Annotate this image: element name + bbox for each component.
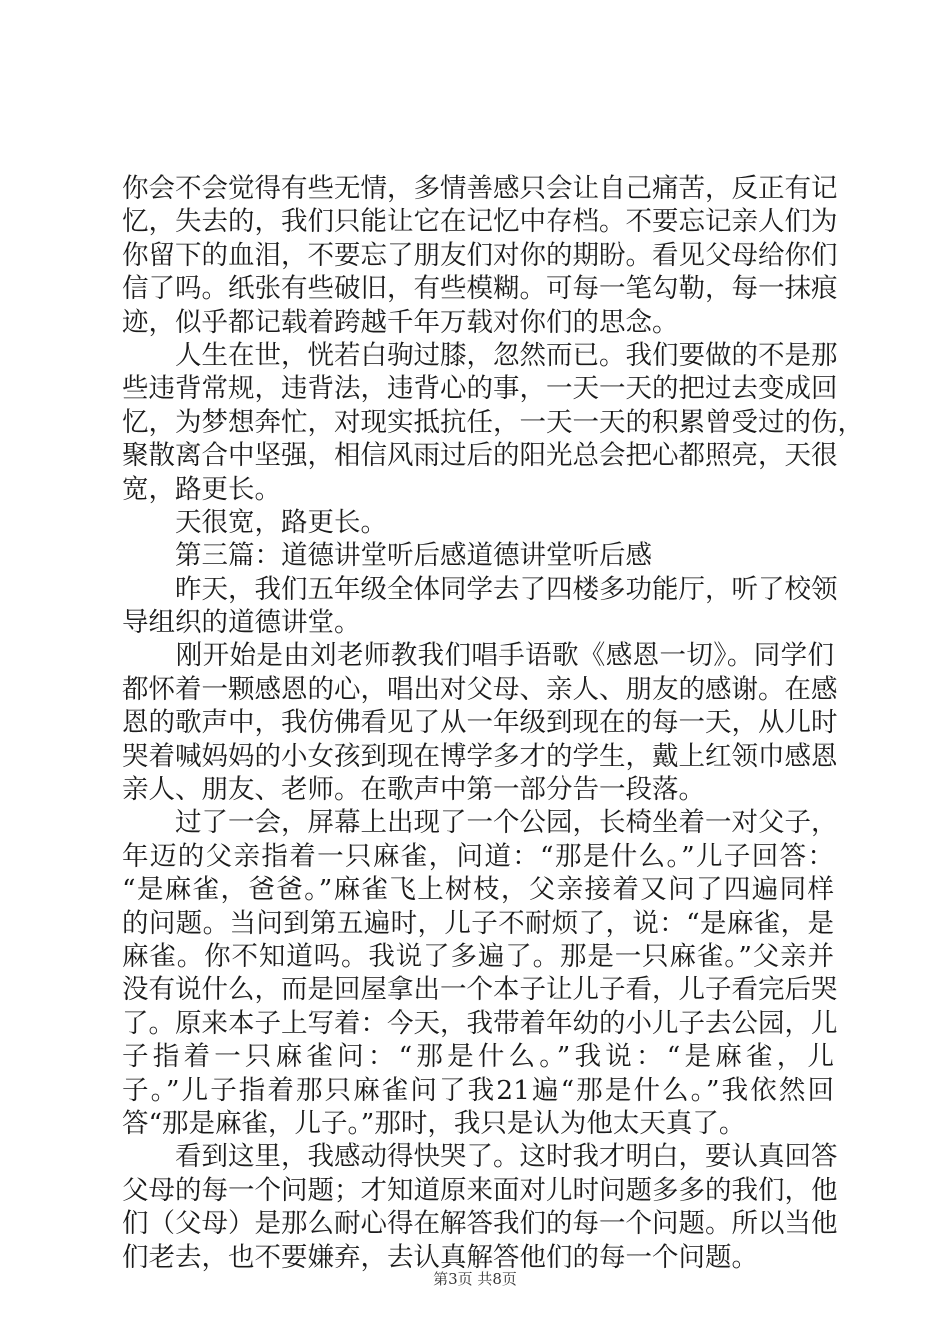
- text-line: 过了一会，屏幕上出现了一个公园，长椅坐着一对父子，: [122, 807, 838, 839]
- text-line: 没有说什么，而是回屋拿出一个本子让儿子看，儿子看完后哭: [122, 974, 838, 1006]
- text-line: 子。”儿子指着那只麻雀问了我21遍“那是什么。”我依然回: [122, 1074, 834, 1106]
- text-line: 忆，失去的，我们只能让它在记忆中存档。不要忘记亲人们为: [122, 206, 838, 238]
- text-line: 们（父母）是那么耐心得在解答我们的每一个问题。所以当他: [122, 1208, 838, 1240]
- text-line: 信了吗。纸张有些破旧，有些模糊。可每一笔勾勒，每一抹痕: [122, 273, 838, 305]
- text-line: 聚散离合中坚强，相信风雨过后的阳光总会把心都照亮，天很: [122, 440, 838, 472]
- text-line: 天很宽，路更长。: [122, 506, 387, 538]
- text-line: 迹，似乎都记载着跨越千年万载对你们的思念。: [122, 306, 679, 338]
- text-line: 们老去，也不要嫌弃，去认真解答他们的每一个问题。: [122, 1241, 758, 1273]
- text-line: 父母的每一个问题；才知道原来面对儿时问题多多的我们，他: [122, 1174, 838, 1206]
- text-line: 你会不会觉得有些无情，多情善感只会让自己痛苦，反正有记: [122, 173, 838, 204]
- text-line: 宽，路更长。: [122, 473, 281, 505]
- text-line: 忆，为梦想奔忙，对现实抵抗任，一天一天的积累曾受过的伤，: [122, 406, 864, 438]
- text-line: 了。原来本子上写着：今天，我带着年幼的小儿子去公园，儿: [122, 1007, 838, 1039]
- text-line: 子指着一只麻雀问：“那是什么。”我说：“是麻雀，儿: [122, 1041, 834, 1073]
- text-line: 亲人、朋友、老师。在歌声中第一部分告一段落。: [122, 774, 705, 806]
- body-text: [122, 172, 864, 1274]
- text-line: 第三篇：道德讲堂听后感道德讲堂听后感: [122, 540, 652, 572]
- text-line: 都怀着一颗感恩的心，唱出对父母、亲人、朋友的感谢。在感: [122, 673, 838, 705]
- text-line: 些违背常规，违背法，违背心的事，一天一天的把过去变成回: [122, 373, 838, 405]
- text-line: 你留下的血泪，不要忘了朋友们对你的期盼。看见父母给你们: [122, 239, 838, 271]
- text-line: “是麻雀，爸爸。”麻雀飞上树枝，父亲接着又问了四遍同样: [122, 874, 834, 906]
- text-line: 哭着喊妈妈的小女孩到现在博学多才的学生，戴上红领巾感恩: [122, 740, 838, 772]
- text-line: 恩的歌声中，我仿佛看见了从一年级到现在的每一天，从儿时: [122, 707, 838, 739]
- text-line: 昨天，我们五年级全体同学去了四楼多功能厅，听了校领: [122, 573, 838, 605]
- text-line: 的问题。当问到第五遍时，儿子不耐烦了，说：“是麻雀，是: [122, 907, 834, 939]
- text-line: 答“那是麻雀，儿子。”那时，我只是认为他太天真了。: [122, 1107, 746, 1139]
- text-line: 人生在世，恍若白驹过膝，忽然而已。我们要做的不是那: [122, 339, 838, 371]
- text-line: 麻雀。你不知道吗。我说了多遍了。那是一只麻雀。”父亲并: [122, 940, 834, 972]
- page-footer: 第3页 共8页: [433, 1270, 517, 1288]
- text-line: 年迈的父亲指着一只麻雀，问道：“那是什么。”儿子回答：: [122, 840, 834, 872]
- text-line: 导组织的道德讲堂。: [122, 607, 361, 639]
- text-line: 看到这里，我感动得快哭了。这时我才明白，要认真回答: [122, 1141, 838, 1173]
- text-line: 刚开始是由刘老师教我们唱手语歌《感恩一切》。同学们: [122, 640, 834, 672]
